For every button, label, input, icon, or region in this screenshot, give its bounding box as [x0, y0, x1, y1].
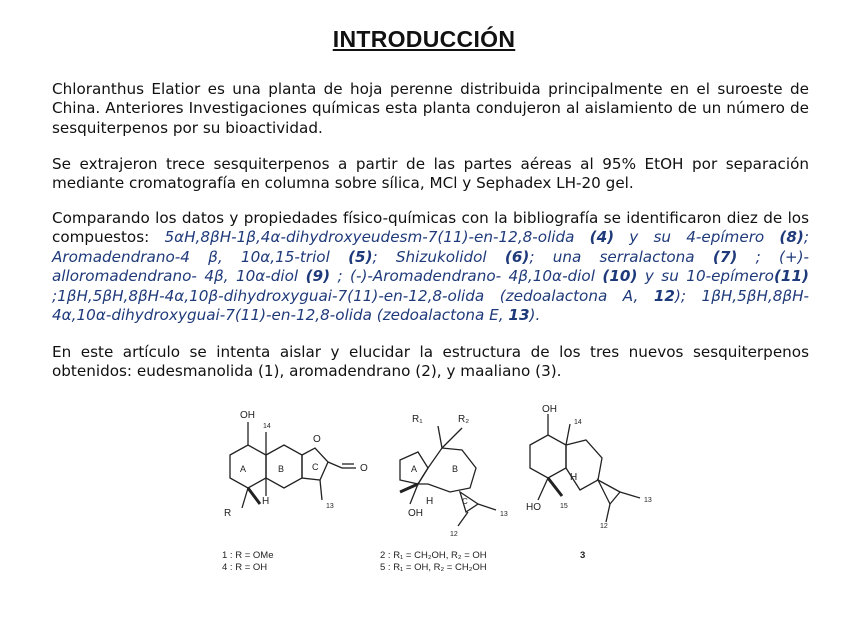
svg-text:C: C: [462, 497, 468, 506]
compound-name: ; Shizukolidol: [372, 247, 505, 266]
svg-text:A: A: [240, 464, 247, 474]
compound-number: (11): [773, 267, 809, 286]
structures-drawing: [200, 400, 670, 600]
compound-name: ;1βH,5βH,8βH-4α,10β-dihydroxyguai-7(11)-en-12,8-olida (zedoalactona A,: [52, 286, 654, 305]
svg-text:R₁: R₁: [412, 414, 423, 425]
svg-text:C: C: [312, 462, 319, 472]
svg-text:H: H: [570, 472, 578, 483]
svg-text:OH: OH: [542, 404, 557, 415]
compounds-lead: Comparando los datos y propiedades físico-químicas con la bibliografía se identificaron diez de los compuestos:: [52, 209, 809, 247]
svg-text:O: O: [360, 463, 368, 474]
svg-text:A: A: [411, 464, 418, 474]
compound-number: 12: [653, 286, 675, 305]
svg-text:R₂: R₂: [458, 414, 470, 425]
svg-text:14: 14: [263, 423, 271, 430]
compound-name: ).: [529, 306, 541, 325]
svg-text:15: 15: [560, 503, 568, 510]
paragraph-intro: Chloranthus Elatior es una planta de hoja perenne distribuida principalmente en el suroeste de China. Anteriores Investigaciones químicas esta planta condujeron al aislamiento de un número de sesquiterpenos por su bioactividad.: [52, 80, 809, 137]
compound-name: y su 4-epímero: [614, 228, 780, 247]
compound-number: (9): [305, 267, 331, 286]
compound-number: (6): [504, 247, 530, 266]
legend-1-line-1: 1 : R = OMe: [222, 550, 274, 561]
legend-1-line-2: 4 : R = OH: [222, 562, 268, 573]
compound-number: 13: [508, 306, 530, 325]
svg-text:14: 14: [574, 419, 582, 426]
page-title: INTRODUCCIÓN: [332, 26, 516, 52]
svg-text:13: 13: [500, 511, 508, 518]
svg-text:B: B: [452, 464, 459, 474]
compound-number: (7): [712, 247, 738, 266]
chemical-structures-figure: [200, 400, 670, 600]
compound-name: y su 10-epímero: [637, 267, 774, 286]
svg-text:OH: OH: [240, 410, 255, 421]
svg-text:13: 13: [326, 503, 334, 510]
compound-name: 5αH,8βH-1β,4α-dihydroxyeudesm-7(11)-en-12,8-olida: [164, 228, 590, 247]
legend-2-line-2: 5 : R₁ = OH, R₂ = CH₂OH: [380, 562, 487, 573]
svg-text:H: H: [426, 496, 434, 507]
compound-name: ; una serralactona: [529, 247, 713, 266]
paragraph-compounds: [52, 209, 809, 325]
svg-text:H: H: [262, 496, 270, 507]
structure-3-drawing: [530, 414, 640, 522]
compound-name: ; Aromadendrano-4 β, 10α,15-triol: [52, 228, 809, 266]
svg-text:B: B: [278, 464, 285, 474]
svg-text:R: R: [224, 508, 232, 519]
compound-name: ; (-)-Aromadendrano- 4β,10α-diol: [330, 267, 603, 286]
compound-name: ); 1βH,5βH,8βH-4α,10α-dihydroxyguai-7(11)-en-12,8-olida (zedoalactona E,: [52, 286, 809, 325]
legend-2-line-1: 2 : R₁ = CH₂OH, R₂ = OH: [380, 550, 487, 561]
paragraph-extraction: Se extrajeron trece sesquiterpenos a partir de las partes aéreas al 95% EtOH por separación mediante cromatografía en columna sobre sílica, MCl y Sephadex LH-20 gel.: [52, 155, 809, 193]
svg-text:OH: OH: [408, 508, 423, 519]
compound-name: ; (+)-alloromadendrano- 4β, 10α-diol: [52, 247, 809, 286]
structure-1-drawing: [230, 422, 356, 508]
compound-number: (8): [779, 228, 804, 247]
svg-text:12: 12: [450, 531, 458, 538]
svg-text:12: 12: [600, 523, 608, 530]
paragraph-objective: En este artículo se intenta aislar y elucidar la estructura de los tres nuevos sesquiterpenos obtenidos: eudesmanolida (1), aromadendrano (2), y maaliano (3).: [52, 343, 809, 381]
compound-number: (5): [348, 247, 373, 266]
compound-number: (10): [602, 267, 638, 286]
svg-text:13: 13: [644, 497, 652, 504]
svg-text:O: O: [313, 434, 321, 445]
legend-3: 3: [580, 550, 586, 561]
svg-text:HO: HO: [526, 502, 541, 513]
compound-number: (4): [589, 228, 615, 247]
